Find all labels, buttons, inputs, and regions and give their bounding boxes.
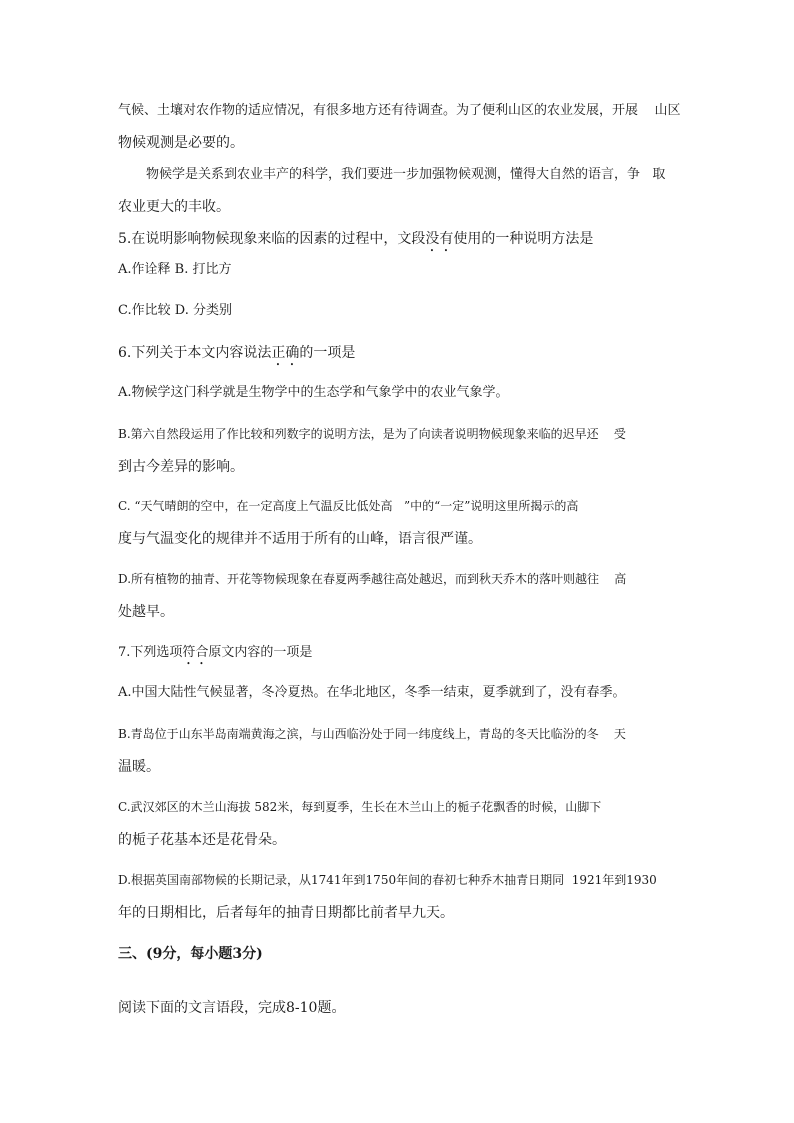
passage-line: 农业更大的丰收。: [118, 199, 230, 215]
question-6-option-b: B.第六自然段运用了作比较和列数字的说明方法，是为了向读者说明物候现象来临的迟早还 受: [118, 427, 626, 441]
question-6-option-c-cont: 度与气温变化的规律并不适用于所有的山峰，语言很严谨。: [118, 531, 482, 547]
question-6-option-b-cont: 到古今差异的影响。: [118, 459, 244, 475]
question-5-stem: [118, 231, 593, 255]
section-instruction: 阅读下面的文言语段，完成8-10题。: [118, 1000, 346, 1016]
question-6-option-d: D.所有植物的抽青、开花等物候现象在春夏两季越往高处越迟，而到秋天乔木的落叶则越往 高: [118, 572, 627, 586]
passage-line: 物候学是关系到农业丰产的科学，我们要进一步加强物候观测，懂得大自然的语言，争 取: [146, 167, 666, 182]
question-6-text-a: 6.下列关于本文内容说法: [118, 345, 272, 361]
question-7-text-a: 7.下列选项: [118, 645, 183, 660]
section-heading: 三、(9分，每小题3分): [118, 946, 263, 962]
question-6-stem: [118, 345, 355, 369]
question-7-option-b-cont: 温暖。: [118, 759, 160, 775]
passage-line: 气候、土壤对农作物的适应情况，有很多地方还有待调查。为了便利山区的农业发展，开展 山区: [118, 103, 681, 118]
question-7-option-d-cont: 年的日期相比，后者每年的抽青日期都比前者早九天。: [118, 905, 454, 921]
question-7-option-a: A.中国大陆性气候显著，冬冷夏热。在华北地区，冬季一结束，夏季就到了，没有春季。: [118, 685, 626, 700]
question-5-text-b: 使用的一种说明方法是: [453, 231, 594, 247]
question-7-option-c-cont: 的栀子花基本还是花骨朵。: [118, 832, 286, 848]
question-7-option-c: C.武汉郊区的木兰山海拔 582米，每到夏季，生长在木兰山上的栀子花飘香的时候，山脚下: [118, 800, 602, 814]
question-6-text-b: 的一项是: [299, 345, 356, 361]
question-5-emphasis: 没有: [425, 231, 454, 247]
question-5-options-ab: A.作诠释 B. 打比方: [118, 262, 232, 277]
passage-line: 物候观测是必要的。: [118, 135, 244, 151]
question-7-text-b: 原文内容的一项是: [208, 645, 313, 660]
question-7-option-d: D.根据英国南部物候的长期记录，从1741年到1750年间的春初七种乔木抽青日期同 1921年到1930: [118, 873, 657, 887]
question-7-stem: [118, 645, 312, 668]
question-7-emphasis: 符合: [182, 645, 209, 660]
question-5-options-cd: C.作比较 D. 分类别: [118, 303, 232, 318]
question-7-option-b: B.青岛位于山东半岛南端黄海之滨，与山西临汾处于同一纬度线上，青岛的冬天比临汾的冬 天: [118, 727, 626, 741]
question-5-text-a: 5.在说明影响物候现象来临的因素的过程中，文段: [118, 231, 426, 247]
question-6-option-c: C. “天气晴朗的空中，在一定高度上气温反比低处高 ”中的“一定”说明这里所揭示的高: [118, 499, 579, 513]
question-6-option-a: A.物候学这门科学就是生物学中的生态学和气象学中的农业气象学。: [118, 385, 509, 400]
question-6-option-d-cont: 处越早。: [118, 604, 174, 620]
question-6-emphasis: 正确: [271, 345, 300, 361]
